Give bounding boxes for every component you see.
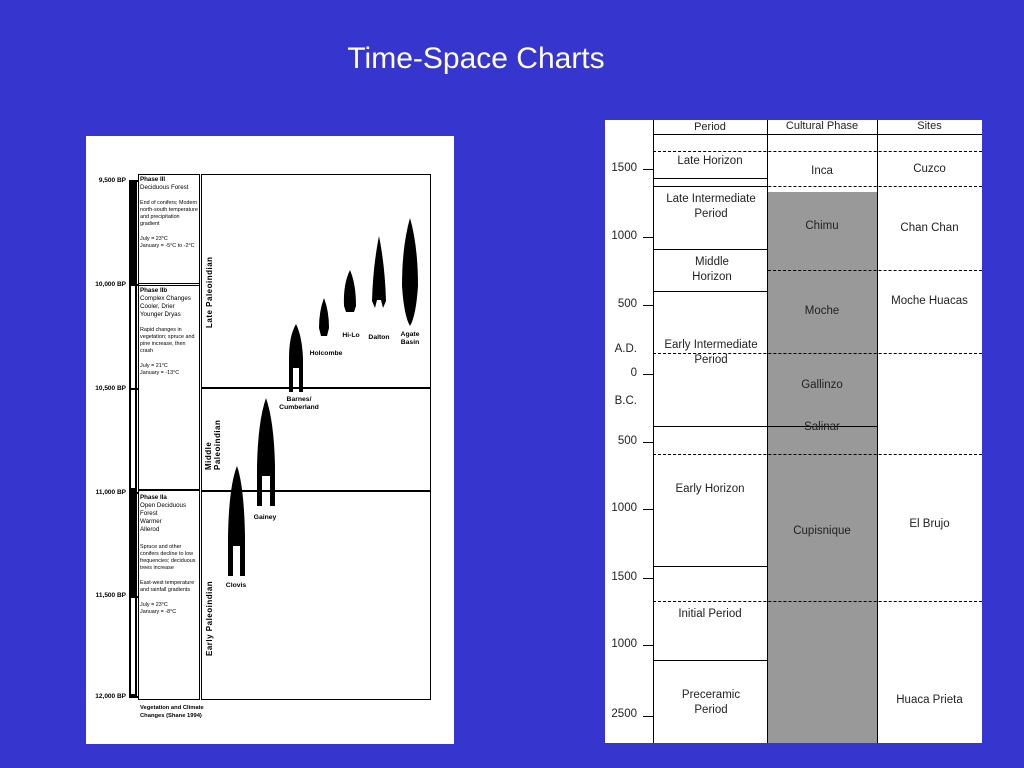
period-preceramic: Preceramic Period bbox=[681, 689, 741, 716]
phase-line: Cooler, Drier bbox=[140, 303, 175, 310]
point-label-barnes: Barnes/ Cumberland bbox=[279, 396, 319, 411]
phase-gallinzo: Gallinzo bbox=[801, 379, 843, 391]
phase-line: Complex Changes bbox=[140, 295, 191, 302]
bp-label: 11,500 BP bbox=[95, 592, 126, 599]
period-early-intermediate: Early Intermediate Period bbox=[664, 339, 758, 366]
header-period: Period bbox=[694, 121, 726, 133]
era-label: Early Paleoindian bbox=[205, 580, 214, 656]
phase-chimu: Chimu bbox=[805, 220, 839, 232]
y-label: 2500 bbox=[611, 708, 637, 720]
header-cultural-phase: Cultural Phase bbox=[785, 120, 859, 132]
phase-temps: July = 21°C January = -13°C bbox=[140, 363, 180, 376]
y-tick bbox=[643, 237, 653, 238]
phase-temps: July = 23°C January = -5°C to -2°C bbox=[140, 236, 195, 249]
period-rule bbox=[653, 426, 767, 427]
point-label-hilo: Hi-Lo bbox=[342, 332, 360, 339]
dashed-rule bbox=[653, 186, 982, 187]
dashed-rule bbox=[768, 270, 982, 271]
phase-notes: Spruce and other conifers decline to low frequencies; deciduous trees increase bbox=[140, 544, 196, 571]
slide-title: Time-Space Charts bbox=[347, 42, 605, 75]
y-tick bbox=[643, 716, 653, 717]
y-tick bbox=[643, 374, 653, 375]
period-initial: Initial Period bbox=[678, 608, 742, 620]
phase-notes: End of conifers; Modern north-south temperature and precipitation gradient bbox=[140, 200, 198, 227]
bp-label: 10,000 BP bbox=[95, 281, 126, 288]
y-label: 500 bbox=[617, 298, 637, 310]
y-tick bbox=[643, 169, 653, 170]
point-label-gainey: Gainey bbox=[253, 514, 277, 521]
point-label-agate-basin: Agate Basin bbox=[400, 331, 420, 346]
phase-line: Allerod bbox=[140, 526, 160, 533]
dalton-point bbox=[372, 236, 386, 308]
dashed-rule bbox=[653, 151, 982, 152]
phase-line: Open Deciduous Forest bbox=[140, 502, 187, 517]
bp-label: 11,000 BP bbox=[95, 489, 126, 496]
y-tick bbox=[643, 578, 653, 579]
y-label: 0 bbox=[630, 367, 637, 379]
phase-line: Warmer bbox=[140, 518, 162, 525]
phase-title: Phase IIa bbox=[140, 494, 167, 501]
chart-caption: Vegetation and Climate Changes (Shane 1994) bbox=[140, 705, 204, 719]
phase-line: Deciduous Forest bbox=[140, 184, 189, 191]
phase-notes: East-west temperature and rainfall gradients bbox=[140, 580, 195, 593]
phase-inca: Inca bbox=[811, 165, 833, 177]
projectile-points-drawing bbox=[86, 136, 454, 744]
phase-salinar: Salinar bbox=[804, 421, 840, 433]
phase-cupisnique: Cupisnique bbox=[793, 525, 851, 537]
phase-temps: July = 23°C January = -8°C bbox=[140, 602, 177, 615]
site-chan-chan: Chan Chan bbox=[900, 222, 959, 234]
dashed-rule bbox=[653, 601, 982, 602]
barnes-point bbox=[289, 324, 303, 392]
era-label: Middle Paleoindian bbox=[204, 419, 222, 470]
period-rule bbox=[653, 660, 767, 661]
y-tick bbox=[643, 442, 653, 443]
y-tick bbox=[643, 645, 653, 646]
period-rule bbox=[653, 566, 767, 567]
y-label: 1500 bbox=[611, 162, 637, 174]
phase-notes: Rapid changes in vegetation; spruce and pine increase, then crash bbox=[140, 327, 195, 354]
phase-title: Phase IIb bbox=[140, 287, 168, 294]
holcombe-point bbox=[319, 298, 329, 336]
bp-label: 12,000 BP bbox=[95, 693, 126, 700]
point-label-dalton: Dalton bbox=[368, 334, 390, 341]
period-rule bbox=[653, 178, 767, 179]
period-rule bbox=[653, 291, 767, 292]
gainey-point bbox=[257, 398, 275, 506]
agate-basin-point bbox=[402, 218, 418, 326]
period-late-intermediate: Late Intermediate Period bbox=[666, 193, 756, 220]
y-label: 1000 bbox=[611, 638, 637, 650]
bp-label: 9,500 BP bbox=[98, 177, 126, 184]
column-rule bbox=[877, 120, 878, 743]
period-early-horizon: Early Horizon bbox=[675, 483, 745, 495]
phase-title: Phase III bbox=[140, 176, 166, 183]
paleoindian-chart bbox=[86, 136, 454, 744]
peru-chronology-chart bbox=[605, 120, 982, 743]
column-rule bbox=[653, 120, 654, 743]
period-middle-horizon: Middle Horizon bbox=[692, 256, 732, 283]
site-moche-huacas: Moche Huacas bbox=[891, 295, 968, 307]
y-label: 1000 bbox=[611, 502, 637, 514]
dashed-rule bbox=[653, 454, 982, 455]
point-label-clovis: Clovis bbox=[225, 582, 247, 589]
site-cuzco: Cuzco bbox=[913, 163, 946, 175]
site-el-brujo: El Brujo bbox=[909, 518, 950, 530]
y-tick bbox=[643, 305, 653, 306]
clovis-point bbox=[228, 466, 245, 576]
y-label: A.D. bbox=[614, 343, 637, 355]
point-label-holcombe: Holcombe bbox=[309, 350, 343, 357]
bp-label: 10,500 BP bbox=[95, 385, 126, 392]
phase-line: Younger Dryas bbox=[140, 311, 181, 318]
period-late-horizon: Late Horizon bbox=[677, 155, 743, 167]
header-sites: Sites bbox=[917, 120, 942, 132]
y-tick bbox=[643, 509, 653, 510]
period-rule bbox=[653, 249, 767, 250]
y-label: B.C. bbox=[614, 395, 637, 407]
era-label: Late Paleoindian bbox=[205, 256, 214, 328]
y-label: 1000 bbox=[611, 230, 637, 242]
hilo-point bbox=[344, 270, 356, 312]
y-label: 1500 bbox=[611, 571, 637, 583]
site-huaca-prieta: Huaca Prieta bbox=[896, 694, 963, 706]
y-label: 500 bbox=[617, 435, 637, 447]
phase-moche: Moche bbox=[804, 305, 840, 317]
cultural-phase-shading bbox=[768, 192, 877, 743]
